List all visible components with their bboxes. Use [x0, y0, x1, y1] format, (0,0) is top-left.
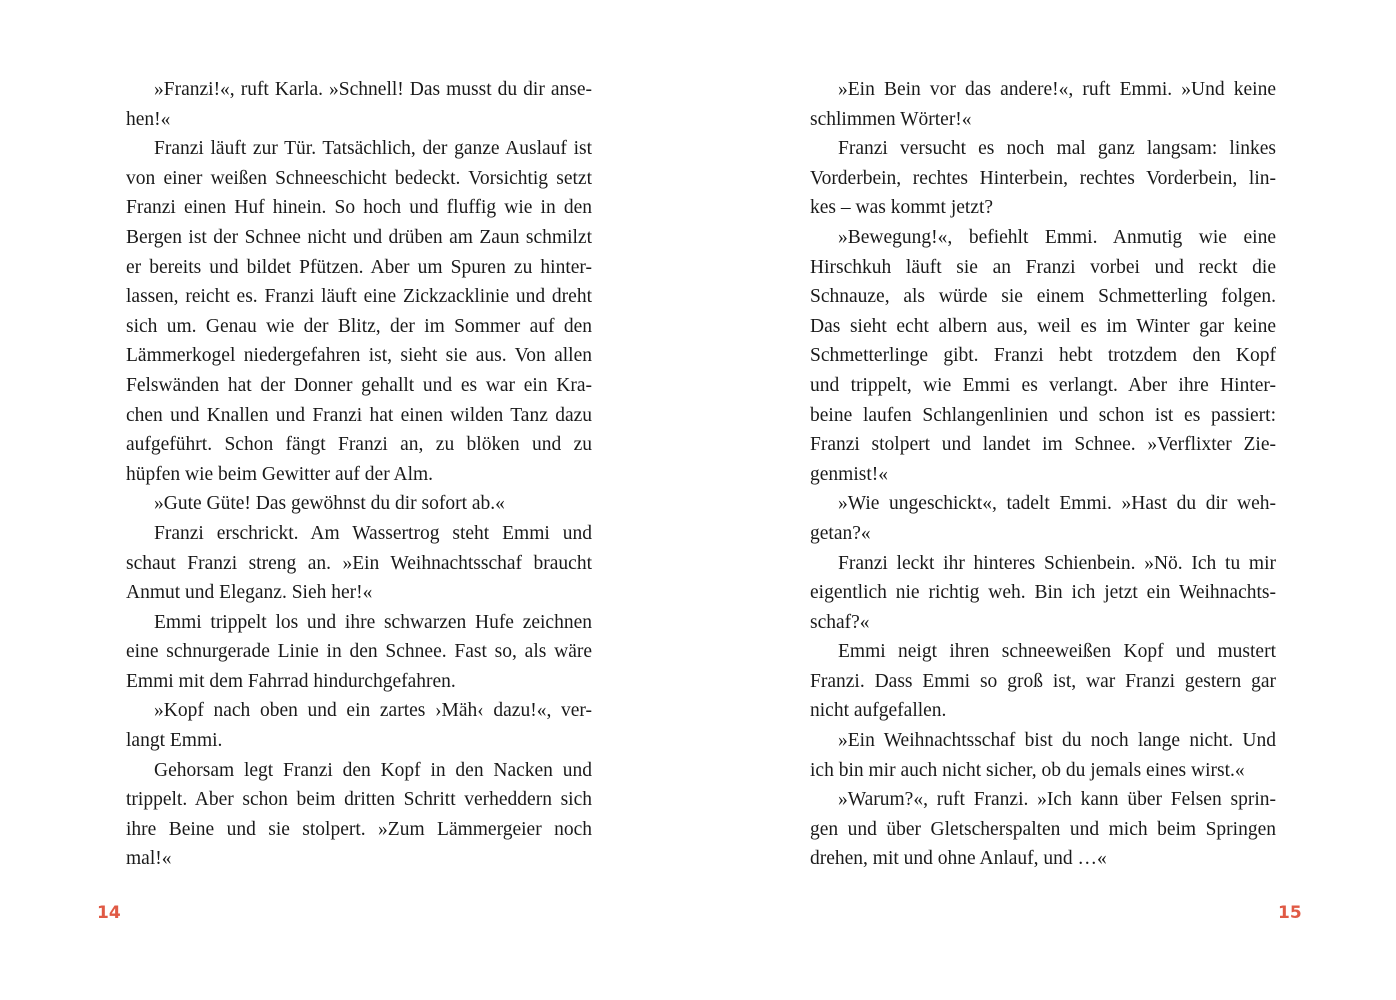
text-line: schaut Franzi streng an. »Ein Weihnachtsschaf braucht — [126, 552, 592, 574]
text-line: Franzi einen Huf hinein. So hoch und fluffig wie in den — [126, 197, 592, 219]
text-line: »Warum?«, ruft Franzi. »Ich kann über Felsen sprin- — [838, 789, 1276, 811]
text-line: von einer weißen Schneeschicht bedeckt. Vorsichtig setzt — [126, 167, 592, 189]
text-line: »Ein Bein vor das andere!«, ruft Emmi. »Und keine — [838, 79, 1276, 100]
text-line: Schmetterlinge gibt. Franzi hebt trotzdem den Kopf — [810, 345, 1276, 367]
text-line: ihre Beine und sie stolpert. »Zum Lämmergeier noch — [126, 818, 592, 840]
text-line: Franzi leckt ihr hinteres Schienbein. »Nö. Ich tu mir — [838, 552, 1276, 574]
text-line: Franzi erschrickt. Am Wassertrog steht Emmi und — [154, 522, 592, 544]
text-line: gen und über Gletscherspalten und mich beim Springen — [810, 818, 1276, 840]
page-number-left: 14 — [97, 903, 121, 923]
page-number-right: 15 — [1278, 903, 1302, 923]
left-page-text — [126, 75, 592, 874]
text-line: lassen, reicht es. Franzi läuft eine Zickzacklinie und dreht — [126, 286, 592, 308]
text-line: »Franzi!«, ruft Karla. »Schnell! Das musst du dir anse- — [154, 79, 592, 100]
text-line: er bereits und bildet Pfützen. Aber um Spuren zu hinter- — [126, 256, 592, 278]
text-line: Schnauze, als würde sie einem Schmetterling folgen. — [810, 286, 1276, 308]
text-line: Bergen ist der Schnee nicht und drüben am Zaun schmilzt — [126, 226, 592, 248]
text-line: nicht aufgefallen. — [810, 700, 947, 722]
text-line: »Gute Güte! Das gewöhnst du dir sofort ab.« — [154, 493, 505, 515]
text-line: schlimmen Wörter!« — [810, 108, 972, 130]
text-line: getan?« — [810, 522, 871, 544]
text-line: »Ein Weihnachtsschaf bist du noch lange nicht. Und — [838, 730, 1276, 752]
text-line: hüpfen wie beim Gewitter auf der Alm. — [126, 463, 434, 485]
text-line: Gehorsam legt Franzi den Kopf in den Nacken und — [154, 759, 592, 781]
text-line: Franzi versucht es noch mal ganz langsam: linkes — [838, 138, 1276, 160]
text-line: Franzi. Dass Emmi so groß ist, war Franzi gestern gar — [810, 670, 1276, 692]
text-line: »Kopf nach oben und ein zartes ›Mäh‹ dazu!«, ver- — [154, 700, 592, 722]
text-line: genmist!« — [810, 463, 888, 485]
text-line: schaf?« — [810, 611, 870, 633]
text-line: langt Emmi. — [126, 730, 223, 752]
text-line: drehen, mit und ohne Anlauf, und …« — [810, 848, 1107, 870]
text-line: Das sieht echt albern aus, weil es im Winter gar keine — [810, 315, 1276, 337]
text-line: »Wie ungeschickt«, tadelt Emmi. »Hast du dir weh- — [838, 493, 1276, 515]
text-line: Lämmerkogel niedergefahren ist, sieht sie aus. Von allen — [126, 345, 592, 367]
text-line: Emmi trippelt los und ihre schwarzen Hufe zeichnen — [154, 611, 592, 633]
text-line: Emmi neigt ihren schneeweißen Kopf und mustert — [838, 641, 1276, 663]
text-line: Felswänden hat der Donner gehallt und es war ein Kra- — [126, 374, 592, 396]
text-line: beine laufen Schlangenlinien und schon ist es passiert: — [810, 404, 1276, 426]
text-line: trippelt. Aber schon beim dritten Schritt verheddern sich — [126, 789, 592, 811]
text-line: Emmi mit dem Fahrrad hindurchgefahren. — [126, 670, 456, 692]
text-line: eine schnurgerade Linie in den Schnee. Fast so, als wäre — [126, 641, 592, 663]
text-line: Hirschkuh läuft sie an Franzi vorbei und reckt die — [810, 256, 1276, 278]
text-line: Vorderbein, rechtes Hinterbein, rechtes Vorderbein, lin- — [810, 167, 1276, 189]
text-line: chen und Knallen und Franzi hat einen wilden Tanz dazu — [126, 404, 592, 426]
text-line: eigentlich nie richtig weh. Bin ich jetzt ein Weihnachts- — [810, 582, 1276, 604]
text-line: Anmut und Eleganz. Sieh her!« — [126, 582, 373, 604]
text-line: und trippelt, wie Emmi es verlangt. Aber ihre Hinter- — [810, 374, 1276, 396]
text-line: Franzi stolpert und landet im Schnee. »Verflixter Zie- — [810, 434, 1276, 456]
text-line: mal!« — [126, 848, 172, 870]
text-line: Franzi läuft zur Tür. Tatsächlich, der ganze Auslauf ist — [154, 138, 592, 160]
text-line: »Bewegung!«, befiehlt Emmi. Anmutig wie eine — [838, 226, 1276, 248]
text-line: hen!« — [126, 108, 171, 130]
right-page-text — [810, 75, 1276, 874]
text-line: kes – was kommt jetzt? — [810, 197, 994, 219]
text-line: ich bin mir auch nicht sicher, ob du jemals eines wirst.« — [810, 759, 1245, 781]
text-line: aufgeführt. Schon fängt Franzi an, zu blöken und zu — [126, 434, 592, 456]
text-line: sich um. Genau wie der Blitz, der im Sommer auf den — [126, 315, 592, 337]
